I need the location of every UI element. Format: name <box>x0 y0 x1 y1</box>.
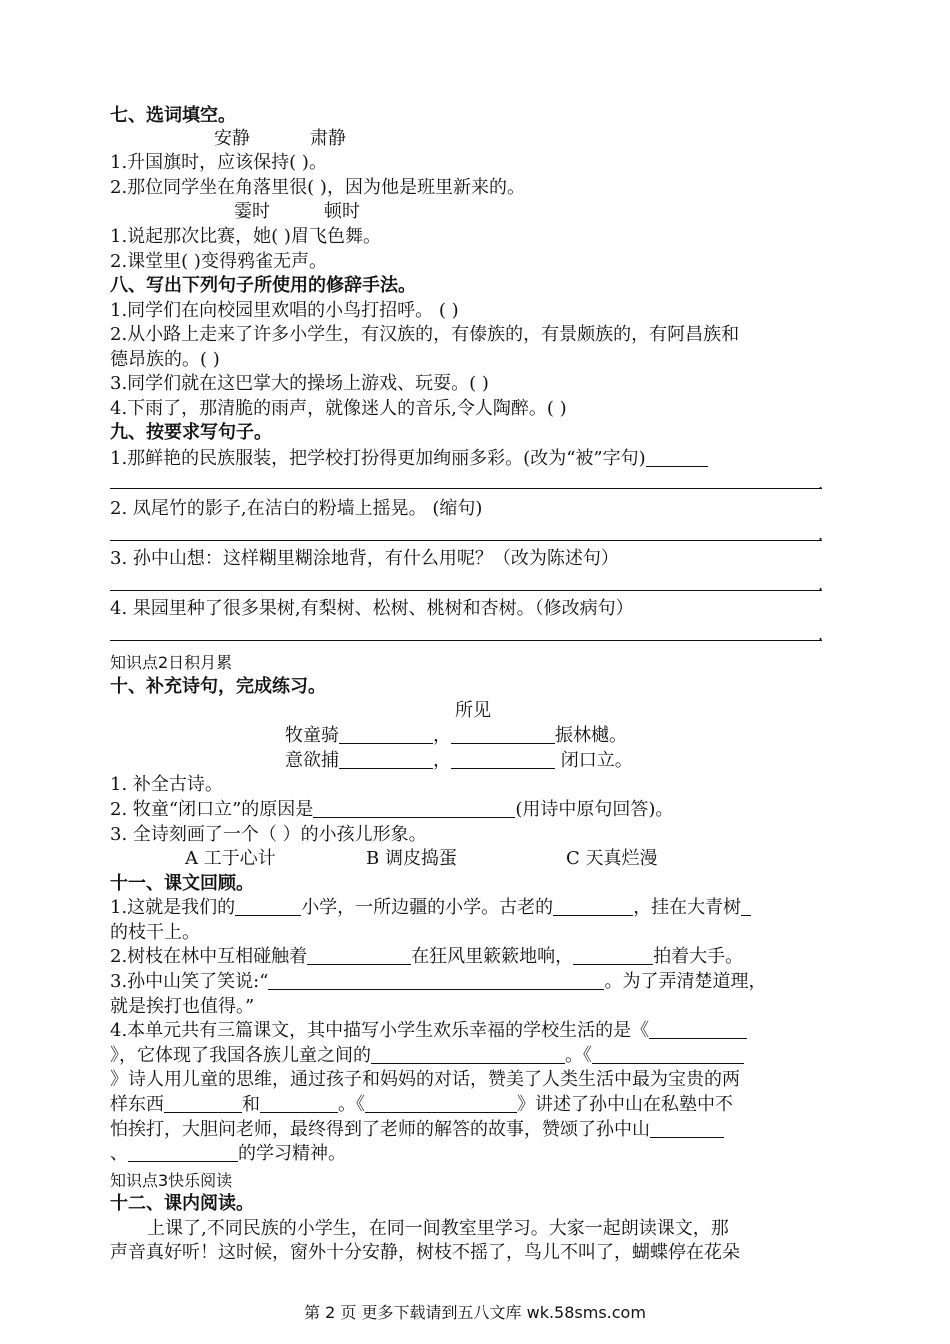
answer-blank[interactable] <box>128 1143 238 1162</box>
section-7-title: 七、选词填空。 <box>110 105 236 126</box>
answer-blank[interactable] <box>235 897 301 916</box>
option-c: C 天真烂漫 <box>566 848 658 869</box>
answer-blank[interactable] <box>260 1094 338 1113</box>
question-text: 2. 牧童“闭口立”的原因是 <box>110 799 314 820</box>
poem-text: ， <box>433 750 451 771</box>
poem-title: 所见 <box>455 700 491 721</box>
question-text: 怕挨打，大胆问老师，最终得到了老师的解答的故事，赞颂了孙中山 <box>110 1119 650 1140</box>
s11-question-4 <box>110 1018 747 1043</box>
section-9-title: 九、按要求写句子。 <box>110 422 272 443</box>
answer-blank[interactable] <box>365 1094 517 1113</box>
answer-blank[interactable] <box>573 946 653 965</box>
s11-question-4-line6 <box>110 1141 346 1166</box>
question-text: 样东西 <box>110 1094 164 1115</box>
question-text: 和 <box>242 1094 260 1115</box>
word-pair-1 <box>214 126 346 151</box>
answer-blank[interactable] <box>646 448 708 467</box>
s9-question-3: 3. 孙中山想：这样糊里糊涂地背，有什么用呢？（改为陈述句） <box>110 548 619 569</box>
s9-question-1 <box>110 446 708 471</box>
answer-blank[interactable] <box>307 946 411 965</box>
s10-question-1: 1. 补全古诗。 <box>110 774 223 795</box>
s11-question-4-line3: 》诗人用儿童的思维，通过孩子和妈妈的对话，赞美了人类生活中最为宝贵的两 <box>110 1069 740 1090</box>
s10-question-2 <box>110 797 673 822</box>
question-text: 1.这就是我们的 <box>110 897 236 918</box>
section-10-title: 十、补充诗句，完成练习。 <box>110 676 326 697</box>
s8-question-1: 1.同学们在向校园里欢唱的小鸟打招呼。 ( ) <box>110 300 459 321</box>
answer-line[interactable] <box>110 540 822 541</box>
poem-blank[interactable] <box>451 750 555 769</box>
s11-question-4-line4 <box>110 1092 733 1117</box>
s11-question-1 <box>110 895 751 920</box>
answer-line[interactable] <box>110 640 822 641</box>
answer-blank[interactable] <box>313 799 515 818</box>
answer-blank[interactable] <box>164 1094 242 1113</box>
answer-blank[interactable] <box>592 1045 744 1064</box>
s11-question-3 <box>110 969 766 994</box>
word-option: 霎时 <box>234 201 270 222</box>
answer-end-mark: . <box>818 525 824 544</box>
answer-end-mark: . <box>818 625 824 644</box>
s7-question-3: 1.说起那次比赛，她( )眉飞色舞。 <box>110 226 381 247</box>
s11-question-1-cont: 的枝干上。 <box>110 922 200 943</box>
s11-question-3-cont: 就是挨打也值得。” <box>110 996 255 1017</box>
question-text: ，挂在大青树 <box>633 897 742 918</box>
knowledge-point-2: 知识点2日积月累 <box>110 653 233 672</box>
answer-blank[interactable] <box>268 971 604 990</box>
s8-question-3: 3.同学们就在这巴掌大的操场上游戏、玩耍。( ) <box>110 373 489 394</box>
s8-question-2: 2.从小路上走来了许多小学生，有汉族的，有傣族的，有景颇族的，有阿昌族和 <box>110 324 740 345</box>
s11-question-4-line5 <box>110 1117 724 1142</box>
answer-line[interactable] <box>110 488 822 489</box>
question-text: 》，它体现了我国各族儿童之间的 <box>110 1045 371 1066</box>
section-12-title: 十二、课内阅读。 <box>110 1193 254 1214</box>
poem-text: 意欲捕 <box>285 750 339 771</box>
page-footer: 第 2 页 更多下载请到五八文库 wk.58sms.com <box>304 1303 646 1322</box>
s7-question-4: 2.课堂里( )变得鸦雀无声。 <box>110 251 327 272</box>
poem-text: 闭口立。 <box>555 750 633 771</box>
section-11-title: 十一、课文回顾。 <box>110 873 254 894</box>
question-text: 、 <box>110 1143 128 1164</box>
poem-blank[interactable] <box>339 750 433 769</box>
answer-end-mark: . <box>818 474 824 493</box>
s7-question-1: 1.升国旗时，应该保持( )。 <box>110 152 327 173</box>
answer-blank[interactable] <box>371 1045 565 1064</box>
question-text: 》讲述了孙中山在私塾中不 <box>517 1094 733 1115</box>
s9-question-4: 4. 果园里种了很多果树,有梨树、松树、桃树和杏树。（修改病句） <box>110 598 634 619</box>
knowledge-point-3: 知识点3快乐阅读 <box>110 1171 233 1190</box>
s8-question-2-cont: 德昂族的。( ) <box>110 349 220 370</box>
s9-question-1-text: 1.那鲜艳的民族服装，把学校打扮得更加绚丽多彩。(改为“被”字句) <box>110 448 646 469</box>
question-text: (用诗中原句回答)。 <box>515 799 674 820</box>
word-option: 顿时 <box>324 201 360 222</box>
reading-passage-line-2: 声音真好听！这时候，窗外十分安静，树枝不摇了，鸟儿不叫了，蝴蝶停在花朵 <box>110 1242 740 1263</box>
s9-question-2: 2. 凤尾竹的影子,在洁白的粉墙上摇晃。 (缩句) <box>110 498 483 519</box>
word-pair-2 <box>234 199 360 224</box>
answer-line[interactable] <box>110 590 822 591</box>
answer-blank[interactable] <box>650 1119 724 1138</box>
question-text: 。《 <box>338 1094 365 1115</box>
word-option: 肃静 <box>310 128 346 149</box>
s7-question-2: 2.那位同学坐在角落里很( )，因为他是班里新来的。 <box>110 177 525 198</box>
question-text: 小学，一所边疆的小学。古老的 <box>301 897 554 918</box>
poem-line-2 <box>285 748 633 773</box>
word-option: 安静 <box>214 128 250 149</box>
poem-text: ， <box>433 725 451 746</box>
question-text: 。《 <box>565 1045 592 1066</box>
question-text: 的学习精神。 <box>238 1143 346 1164</box>
s11-question-2 <box>110 944 743 969</box>
answer-blank[interactable] <box>553 897 633 916</box>
question-text: 。为了弄清楚道理， <box>604 971 767 992</box>
question-text: 2.树枝在林中互相碰触着 <box>110 946 308 967</box>
option-b: B 调皮捣蛋 <box>366 848 457 869</box>
s8-question-4: 4.下雨了，那清脆的雨声，就像迷人的音乐,令人陶醉。( ) <box>110 398 567 419</box>
answer-blank[interactable] <box>741 897 751 916</box>
s10-question-3: 3. 全诗刻画了一个（ ）的小孩儿形象。 <box>110 824 427 845</box>
question-text: 在狂风里簌簌地响， <box>411 946 574 967</box>
option-a: A 工于心计 <box>185 848 276 869</box>
question-text: 3.孙中山笑了笑说:“ <box>110 971 269 992</box>
question-text: 4.本单元共有三篇课文，其中描写小学生欢乐幸福的学校生活的是《 <box>110 1020 650 1041</box>
poem-text: 牧童骑 <box>285 725 339 746</box>
poem-blank[interactable] <box>451 725 555 744</box>
poem-blank[interactable] <box>339 725 433 744</box>
answer-blank[interactable] <box>649 1020 747 1039</box>
reading-passage-line-1: 上课了,不同民族的小学生，在同一间教室里学习。大家一起朗读课文，那 <box>147 1218 729 1239</box>
section-8-title: 八、写出下列句子所使用的修辞手法。 <box>110 275 416 296</box>
poem-line-1 <box>285 723 627 748</box>
answer-end-mark: . <box>818 575 824 594</box>
question-text: 拍着大手。 <box>653 946 744 967</box>
poem-text: 振林樾。 <box>555 725 627 746</box>
s11-question-4-line2 <box>110 1043 744 1068</box>
